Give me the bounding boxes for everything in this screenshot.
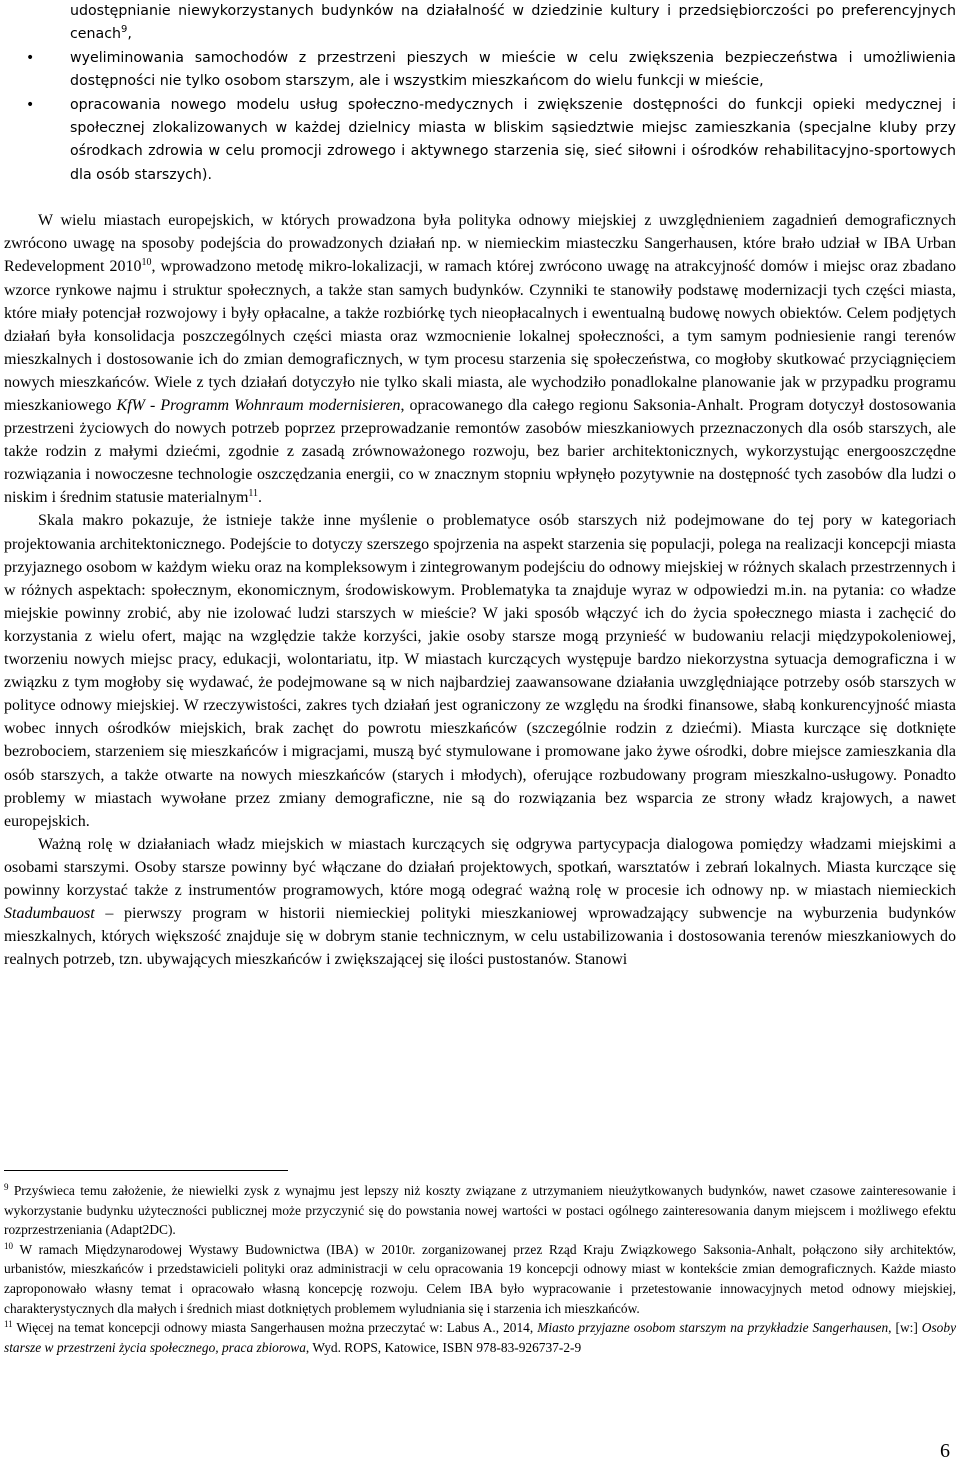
footnote-text: Przyświeca temu założenie, że niewielki zysk z wynajmu jest lepszy niż koszty związane z utrzymaniem nieużytkowanych budynków, nawet czasowe zainteresowanie i wykorzystanie budynku użyteczności publicznej może przyczynić się do powstania nowej wartości w postaci ogólnego zainteresowania danym miejscem i możliwego efektu rozprzestrzeniania (Adapt2DC). [4, 1183, 956, 1238]
footnote-ref-10[interactable]: 10 [141, 257, 152, 269]
footnote-number: 9 [4, 1182, 9, 1192]
para1-text-d: . [258, 489, 263, 507]
main-text [4, 209, 956, 971]
bullet-item [4, 47, 956, 94]
footnote-number: 11 [4, 1319, 13, 1330]
para3-text-a: Ważną rolę w działaniach władz miejskich w miastach kurczących się odgrywa partycypacja dialogowa pomiędzy władzami miejskimi a osobami starszymi. Osoby starsze powinny być włączane do działań projektowych, spotkań, warsztatów i zebrań lokalnych. Miasta kurczące się powinny korzystać także z instrumentów programowych, które mogą odegrać ważną rolę w procesie ich odnowy np. w miastach niemieckich [4, 835, 956, 899]
paragraph-1 [4, 209, 956, 509]
bullet-list [4, 0, 956, 187]
footnote-text: W ramach Międzynarodowej Wystawy Budownictwa (IBA) w 2010r. zorganizowanej przez Rząd Kraju Związkowego Saksonia-Anhalt, połączono siły architektów, urbanistów, mieszkańców i przedstawicieli polityki oraz administracji w celu opracowania 19 koncepcji odnowy miast w kontekście zmian demograficznych. Każde miasto zaproponowało własny temat i opracowało własną koncepcję rozwoju. Celem IBA było wypracowanie i przetestowanie innowacyjnych metod odnowy miejskiej, charakterystycznych dla małych i średnich miast dotkniętych problemem wyludniania się i starzenia ich mieszkańców. [4, 1241, 956, 1316]
bullet-dot-icon: • [26, 49, 35, 66]
footnote-title: Miasto przyjazne osobom starszym na przykładzie Sangerhausen [537, 1320, 889, 1336]
bullet-text-end: , [127, 26, 132, 43]
footnote-divider [4, 1170, 288, 1171]
para1-text-c: , opracowanego dla całego regionu Saksonia-Anhalt. Program dotyczył dostosowania przestrzeni życiowych do nowych potrzeb poprzez przeprowadzanie remontów zasobów mieszkaniowych przeznaczonych dla osób starszych, ale także rodzin z małymi dziećmi, zgodnie z zasadą zrównoważonego rozwoju, bez barier architektonicznych, wykorzystując energooszczędne rozwiązania i nowoczesne technologie oszczędzania energii, co w znacznym stopniu wpłynęło pozytywnie na dostępność tych zasobów dla ludzi o niskim i średnim statusie materialnym [4, 397, 956, 507]
bullet-text: opracowania nowego modelu usług społeczno-medycznych i zwiększenie dostępności do funkcji opieki medycznej i społecznej zlokalizowanych w każdej dzielnicy miasta w bliskim sąsiedztwie miejsc zamieszkania (specjalne kluby przy ośrodkach zdrowia w celu promocji zdrowego i aktywnego starzenia się, sieć siłowni i ośrodków rehabilitacyjno-sportowych dla osób starszych). [70, 96, 956, 183]
page-number: 6 [940, 1440, 950, 1462]
footnote-book-title: Osoby starsze w przestrzeni życia społecznego, praca zbiorowa [4, 1320, 957, 1355]
footnote-11 [4, 1318, 956, 1357]
footnote-text: , Wyd. ROPS, Katowice, ISBN 978-83-926737-2-9 [305, 1339, 582, 1355]
bullet-text: wyeliminowania samochodów z przestrzeni pieszych w mieście w celu zwiększenia bezpieczeństwa i umożliwienia dostępności nie tylko osobom starszym, ale i wszystkim mieszkańcom do wielu funkcji w mieście, [70, 49, 956, 90]
footnote-text: Więcej na temat koncepcji odnowy miasta Sangerhausen można przeczytać w: Labus A., 2014, [12, 1320, 538, 1336]
bullet-text: udostępnianie niewykorzystanych budynków na działalność w dziedzinie kultury i przedsiębiorczości po preferencyjnych cenach [70, 3, 956, 43]
program-name: KfW - Programm Wohnraum modernisieren [116, 397, 401, 414]
footnote-ref-11[interactable]: 11 [248, 488, 259, 500]
paragraph-3 [4, 833, 956, 972]
footnote-text: , [w:] [888, 1320, 922, 1336]
footnotes [4, 1181, 956, 1357]
bullet-item [4, 0, 956, 47]
bullet-dot-icon: • [26, 96, 35, 113]
footnote-number: 10 [4, 1240, 13, 1251]
footnote-ref-9[interactable]: 9 [121, 24, 128, 36]
footnote-10 [4, 1240, 956, 1318]
paragraph-2: Skala makro pokazuje, że istnieje także inne myślenie o problematyce osób starszych niż podejmowane do tej pory w kategoriach projektowania architektonicznego. Podejście to dotyczy szerszego spojrzenia na aspekt starzenia się populacji, polega na realizacji koncepcji miasta przyjaznego osobom w każdym wieku oraz na kompleksowym i zintegrowanym podejściu do odnowy miejskiej w różnych skalach przestrzennych i w różnych aspektach: społecznym, ekonomicznym, środowiskowym. Problematyka ta znajduje wyraz w odpowiedzi m.in. na pytania: co władze miejskie powinny zrobić, aby nie izolować ludzi starszych w mieście? W jaki sposób włączyć ich do życia społecznego miasta i zachęcić do korzystania z wielu ofert, mając na względzie także korzyści, jakie osoby starsze mogą przynieść w budowaniu relacji międzypokoleniowej, tworzeniu nowych miejsc pracy, edukacji, wolontariatu, itp. W miastach kurczących występuje bardzo niekorzystna sytuacja demograficzna i w związku z tym mogłoby się wydawać, że podejmowane są w nich najbardziej zaawansowane działania uwzględniające potrzeby osób starszych w polityce odnowy miejskiej. W rzeczywistości, zakres tych działań jest ograniczony ze względu na środki finansowe, słabą konkurencyjność miasta wobec innych ośrodków miejskich, brak zachęt do powrotu mieszkańców (szczególnie rodzin z dziećmi). Miasta kurczące się dotknięte bezrobociem, starzeniem się mieszkańców i migracjami, muszą być stymulowane i promowane jako żywe ośrodki, dobre miejsce zamieszkania dla osób starszych, a także otwarte na nowych mieszkańców (starych i młodych), oferujące rozbudowany program mieszkalno-usługowy. Ponadto problemy w miastach wywołane przez zmiany demograficzne, nie są do rozwiązania bez wsparcia ze strony władz krajowych, a nawet europejskich. [4, 512, 956, 830]
document-page [4, 0, 956, 1463]
para1-text-b: , wprowadzono metodę mikro-lokalizacji, w ramach której zwrócono uwagę na atrakcyjność domów i miejsc oraz zbadano wzorce rynkowe najmu i struktur społecznych, a także stan samych budynków. Czynniki te stanowiły podstawę modernizacji tych części miasta, które miały potencjał rozwojowy i były opłacalne, a także rozbiórkę tych nieopłacalnych i ewentualną budowę nowych obiektów. Celem podjętych działań była konsolidacja poszczególnych części miasta oraz wzmocnienie lokalnej społeczności, a tym samym podniesienie rangi terenów mieszkalnych i dostosowanie ich do zmian demograficznych, w tym procesu starzenia się społeczeństwa, co mogłoby skutkować przyciągnięciem nowych mieszkańców. Wiele z tych działań dotyczyło nie tylko skali miasta, ale wychodziło ponadlokalne planowanie jak w przypadku programu mieszkaniowego [4, 258, 956, 414]
bullet-item [4, 94, 956, 188]
footnote-9 [4, 1181, 956, 1240]
para1-text-a: W wielu miastach europejskich, w których prowadzona była polityka odnowy miejskiej z uwzględnieniem zagadnień demograficznych zwrócono uwagę na sposoby podejścia do prowadzonych działań np. w niemieckim miasteczku Sangerhausen, które brało udział w IBA Urban Redevelopment 2010 [4, 212, 956, 276]
program-name-stadumbauost: Stadumbauost [4, 905, 95, 923]
para3-text-b: – pierwszy program w historii niemieckiej polityki mieszkaniowej wprowadzający subwencje na wyburzenia budynków mieszkalnych, których większość znajduje się w dobrym stanie technicznym, w celu ustabilizowania i dostosowania terenów mieszkaniowych do realnych potrzeb, tzn. ubywających mieszkańców i zwiększającej się ilości pustostanów. Stanowi [4, 905, 956, 969]
